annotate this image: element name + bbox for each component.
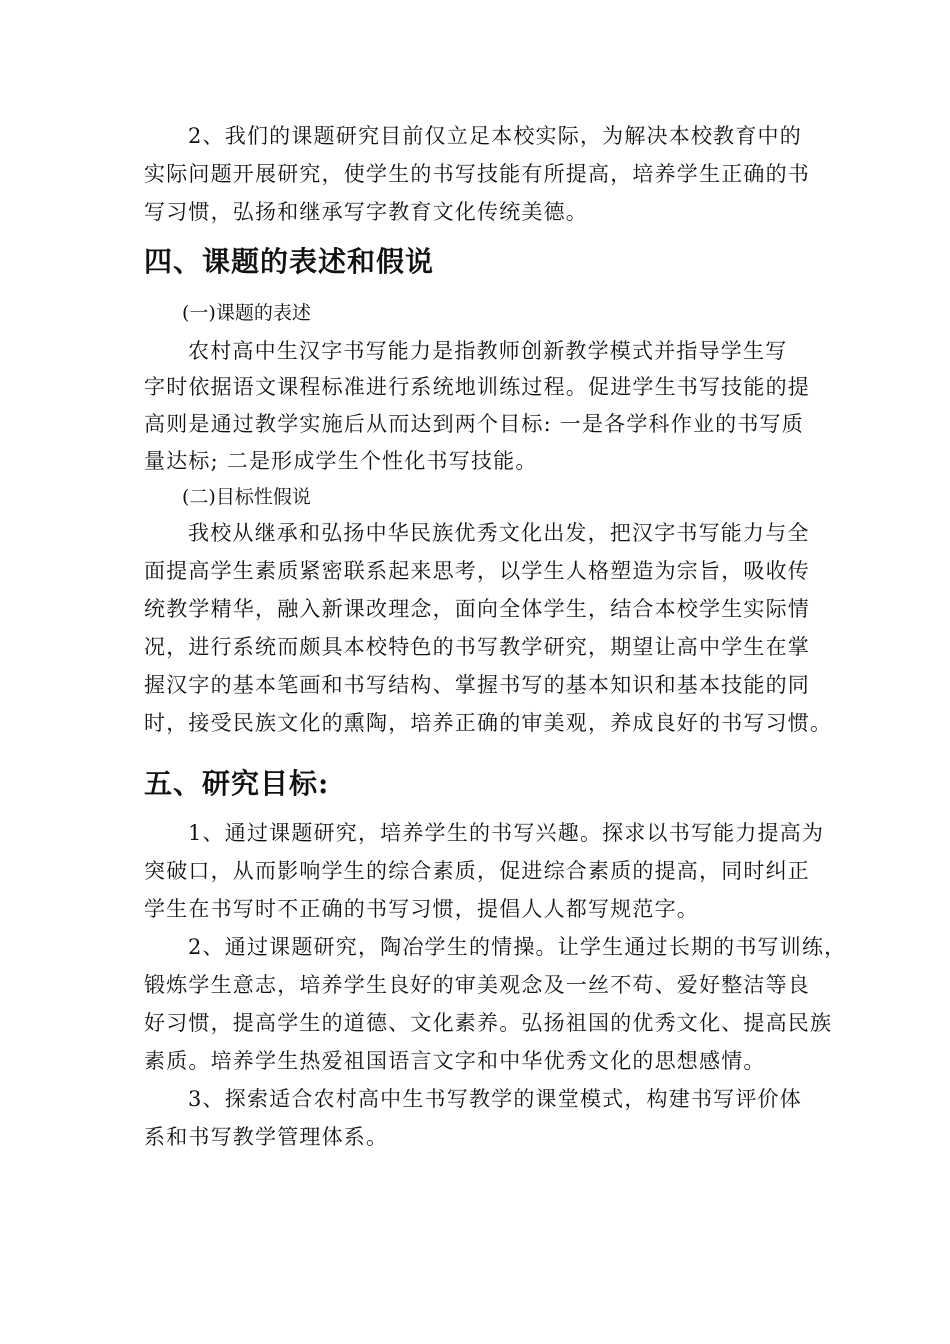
paragraph-line: 统教学精华，融入新课改理念，面向全体学生，结合本校学生实际情 bbox=[144, 597, 810, 621]
paragraph-line: 3、探索适合农村高中生书写教学的课堂模式，构建书写评价体 bbox=[188, 1087, 802, 1111]
paragraph-line: 高则是通过教学实施后从而达到两个目标: 一是各学科作业的书写质 bbox=[144, 412, 804, 436]
paragraph-line: 写习惯，弘扬和继承写字教育文化传统美德。 bbox=[144, 200, 588, 224]
paragraph-line: 面提高学生素质紧密联系起来思考，以学生人格塑造为宗旨，吸收传 bbox=[144, 559, 810, 583]
subsection-heading: (二)目标性假说 bbox=[182, 486, 311, 508]
paragraph-line: 学生在书写时不正确的书写习惯，提倡人人都写规范字。 bbox=[144, 897, 699, 921]
paragraph-line: 实际问题开展研究，使学生的书写技能有所提高，培养学生正确的书 bbox=[144, 162, 810, 186]
section-heading: 四、课题的表述和假说 bbox=[144, 245, 435, 278]
paragraph-line: 我校从继承和弘扬中华民族优秀文化出发，把汉字书写能力与全 bbox=[188, 521, 810, 545]
paragraph-line: 时，接受民族文化的熏陶，培养正确的审美观，养成良好的书写习惯。 bbox=[144, 711, 833, 735]
paragraph-line: 字时依据语文课程标准进行系统地训练过程。促进学生书写技能的提 bbox=[144, 375, 810, 399]
paragraph-line: 2、通过课题研究，陶冶学生的情操。让学生通过长期的书写训练， bbox=[188, 935, 847, 959]
subsection-heading: (一)课题的表述 bbox=[182, 302, 311, 324]
paragraph-line: 2、我们的课题研究目前仅立足本校实际，为解决本校教育中的 bbox=[188, 124, 802, 148]
paragraph-line: 系和书写教学管理体系。 bbox=[144, 1125, 389, 1149]
paragraph-line: 锻炼学生意志，培养学生良好的审美观念及一丝不苟、爱好整洁等良 bbox=[144, 973, 810, 997]
paragraph-line: 好习惯，提高学生的道德、文化素养。弘扬祖国的优秀文化、提高民族 bbox=[144, 1011, 833, 1035]
paragraph-line: 量达标; 二是形成学生个性化书写技能。 bbox=[144, 449, 538, 473]
paragraph-line: 突破口，从而影响学生的综合素质，促进综合素质的提高，同时纠正 bbox=[144, 859, 810, 883]
paragraph-line: 况，进行系统而颇具本校特色的书写教学研究，期望让高中学生在掌 bbox=[144, 635, 810, 659]
paragraph-line: 素质。培养学生热爱祖国语言文字和中华优秀文化的思想感情。 bbox=[144, 1049, 766, 1073]
paragraph-line: 1、通过课题研究，培养学生的书写兴趣。探求以书写能力提高为 bbox=[188, 821, 825, 845]
section-heading: 五、研究目标: bbox=[144, 767, 330, 800]
paragraph-line: 握汉字的基本笔画和书写结构、掌握书写的基本知识和基本技能的同 bbox=[144, 673, 810, 697]
paragraph-line: 农村高中生汉字书写能力是指教师创新教学模式并指导学生写 bbox=[188, 339, 788, 363]
